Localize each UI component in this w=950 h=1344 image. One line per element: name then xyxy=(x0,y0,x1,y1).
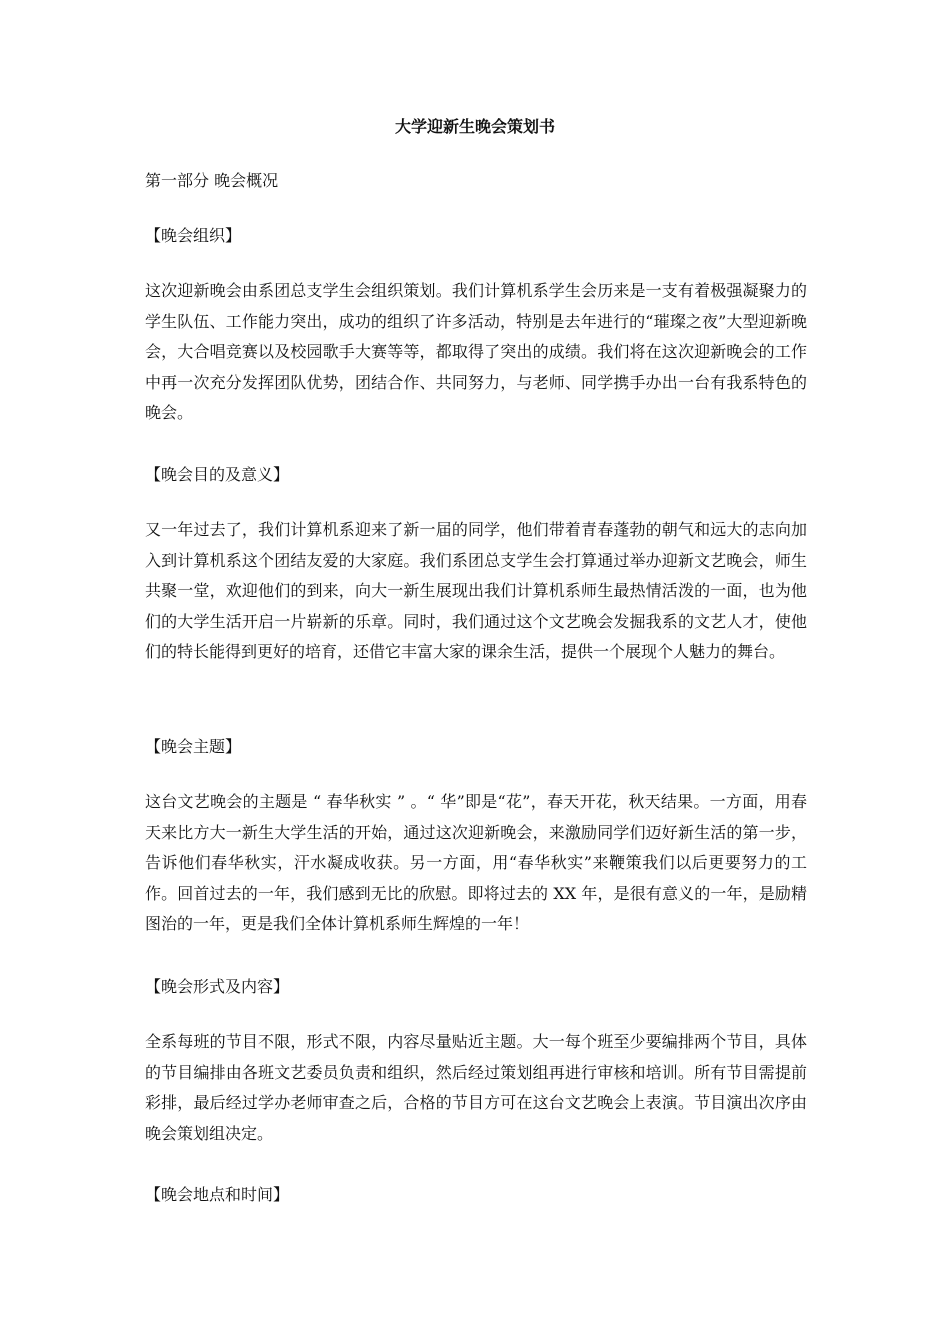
part-heading: 第一部分 晚会概况 xyxy=(145,171,279,190)
section-body-format: 全系每班的节目不限，形式不限，内容尽量贴近主题。大一每个班至少要编排两个节目，具体的节目编排由各班文艺委员负责和组织，然后经过策划组再进行审核和培训。所有节目需提前彩排，最后经过学办老师审查之后，合格的节目方可在这台文艺晚会上表演。节目演出次序由晚会策划组决定。 xyxy=(145,1032,807,1143)
section-heading-organization: 【晚会组织】 xyxy=(145,226,242,245)
section-body-organization: 这次迎新晚会由系团总支学生会组织策划。我们计算机系学生会历来是一支有着极强凝聚力的学生队伍、工作能力突出，成功的组织了许多活动，特别是去年进行的“璀璨之夜”大型迎新晚会，大合唱竞赛以及校园歌手大赛等等，都取得了突出的成绩。我们将在这次迎新晚会的工作中再一次充分发挥团队优势，团结合作、共同努力，与老师、同学携手办出一台有我系特色的晚会。 xyxy=(145,281,807,423)
section-body-theme: 这台文艺晚会的主题是 “ 春华秋实 ” 。“ 华”即是“花”，春天开花，秋天结果。一方面，用春天来比方大一新生大学生活的开始，通过这次迎新晚会，来激励同学们迈好新生活的第一步，告诉他们春华秋实，汗水凝成收获。另一方面，用“春华秋实”来鞭策我们以后更要努力的工作。回首过去的一年，我们感到无比的欣慰。即将过去的 XX 年，是很有意义的一年，是励精图治的一年，更是我们全体计算机系师生辉煌的一年！ xyxy=(145,792,807,934)
document-title: 大学迎新生晚会策划书 xyxy=(394,117,555,136)
section-heading-format: 【晚会形式及内容】 xyxy=(145,977,290,996)
section-heading-purpose: 【晚会目的及意义】 xyxy=(145,465,290,484)
section-heading-theme: 【晚会主题】 xyxy=(145,737,242,756)
section-heading-venue-time: 【晚会地点和时间】 xyxy=(145,1185,290,1204)
section-body-purpose: 又一年过去了，我们计算机系迎来了新一届的同学，他们带着青春蓬勃的朝气和远大的志向加入到计算机系这个团结友爱的大家庭。我们系团总支学生会打算通过举办迎新文艺晚会，师生共聚一堂，欢迎他们的到来，向大一新生展现出我们计算机系师生最热情活泼的一面，也为他们的大学生活开启一片崭新的乐章。同时，我们通过这个文艺晚会发掘我系的文艺人才，使他们的特长能得到更好的培育，还借它丰富大家的课余生活，提供一个展现个人魅力的舞台。 xyxy=(145,520,807,662)
